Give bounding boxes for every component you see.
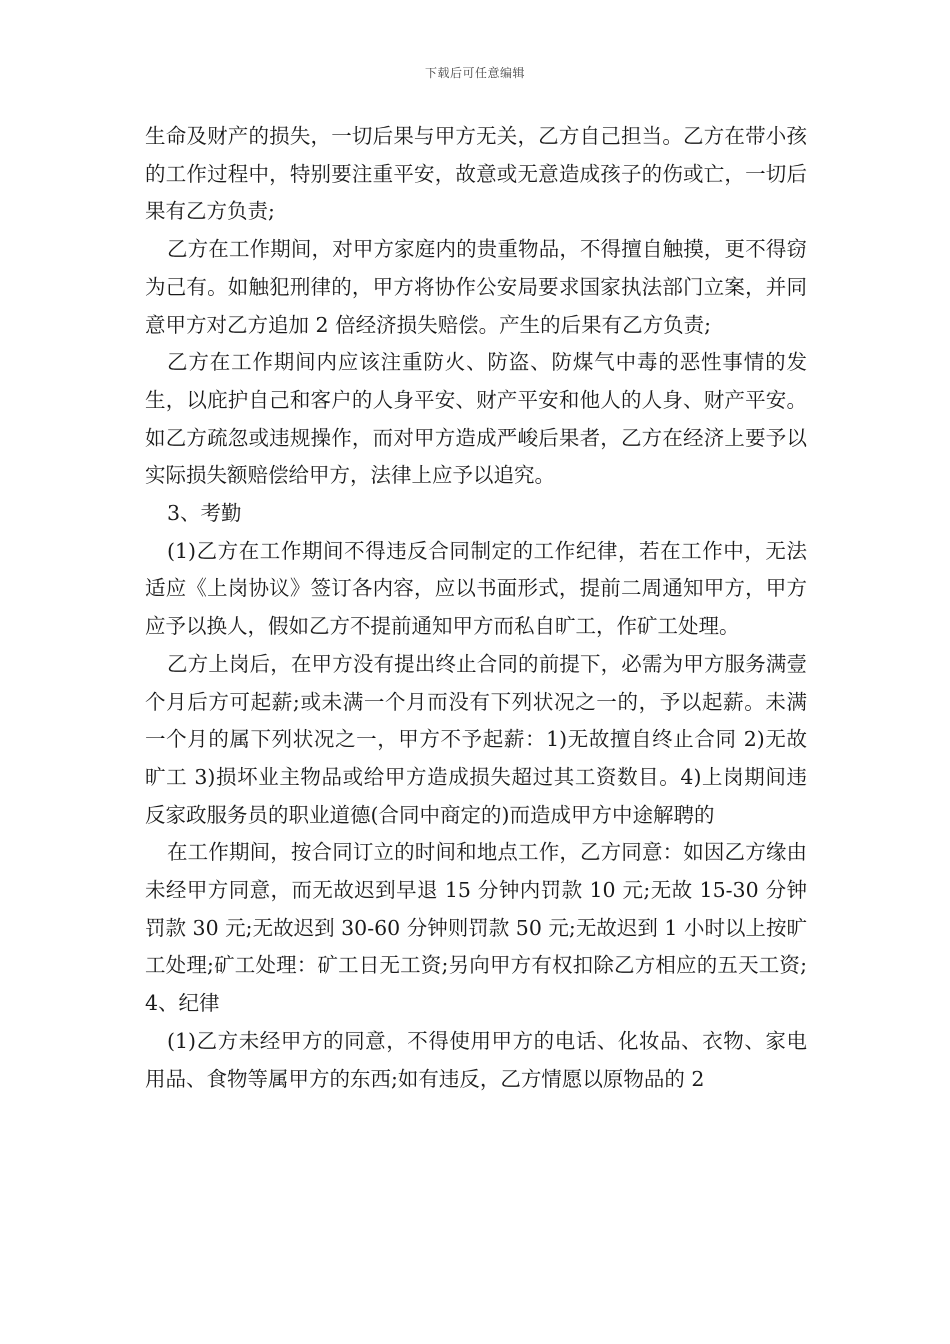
page-header: 下载后可任意编辑 xyxy=(424,66,525,80)
paragraph-3: 乙方在工作期间内应该注重防火、防盗、防煤气中毒的恶性事情的发生，以庇护自己和客户的人身平安、财产平安和他人的人身、财产平安。如乙方疏忽或违规操作，而对甲方造成严峻后果者，乙方在经济上要予以实际损失额赔偿给甲方，法律上应予以追究。 xyxy=(145,350,807,488)
paragraph-8: (1)乙方未经甲方的同意，不得使用甲方的电话、化妆品、衣物、家电用品、食物等属甲方的东西;如有违反，乙方情愿以原物品的 2 xyxy=(145,1028,807,1091)
document-body xyxy=(145,118,828,1098)
paragraph-1: 生命及财产的损失，一切后果与甲方无关，乙方自己担当。乙方在带小孩的工作过程中，特别要注重平安，故意或无意造成孩子的伤或亡，一切后果有乙方负责; xyxy=(145,124,807,224)
paragraph-6: 乙方上岗后，在甲方没有提出终止合同的前提下，必需为甲方服务满壹个月后方可起薪;或未满一个月而没有下列状况之一的，予以起薪。未满一个月的属下列状况之一，甲方不予起薪：1)无故擅自终止合同 2)无故旷工 3)损坏业主物品或给甲方造成损失超过其工资数目。4)上岗期间违反家政服务员的职业道德(合同中商定的)而造成甲方中途解聘的 xyxy=(145,651,807,827)
paragraph-7: 在工作期间，按合同订立的时间和地点工作，乙方同意：如因乙方缘由未经甲方同意，而无故迟到早退 15 分钟内罚款 10 元;无故 15-30 分钟罚款 30 元;无故迟到 30-60 分钟则罚款 50 元;无故迟到 1 小时以上按旷工处理;矿工处理：矿工日无工资;另向甲方有权扣除乙方相应的五天工资; 4、纪律 xyxy=(145,840,828,1016)
section-heading-attendance: 3、考勤 xyxy=(167,501,242,526)
paragraph-5: (1)乙方在工作期间不得违反合同制定的工作纪律，若在工作中，无法适应《上岗协议》签订各内容，应以书面形式，提前二周通知甲方，甲方应予以换人，假如乙方不提前通知甲方而私自旷工，作矿工处理。 xyxy=(145,538,807,639)
paragraph-2: 乙方在工作期间，对甲方家庭内的贵重物品，不得擅自触摸，更不得窃为己有。如触犯刑律的，甲方将协作公安局要求国家执法部门立案，并同意甲方对乙方追加 2 倍经济损失赔偿。产生的后果有乙方负责; xyxy=(145,237,807,337)
